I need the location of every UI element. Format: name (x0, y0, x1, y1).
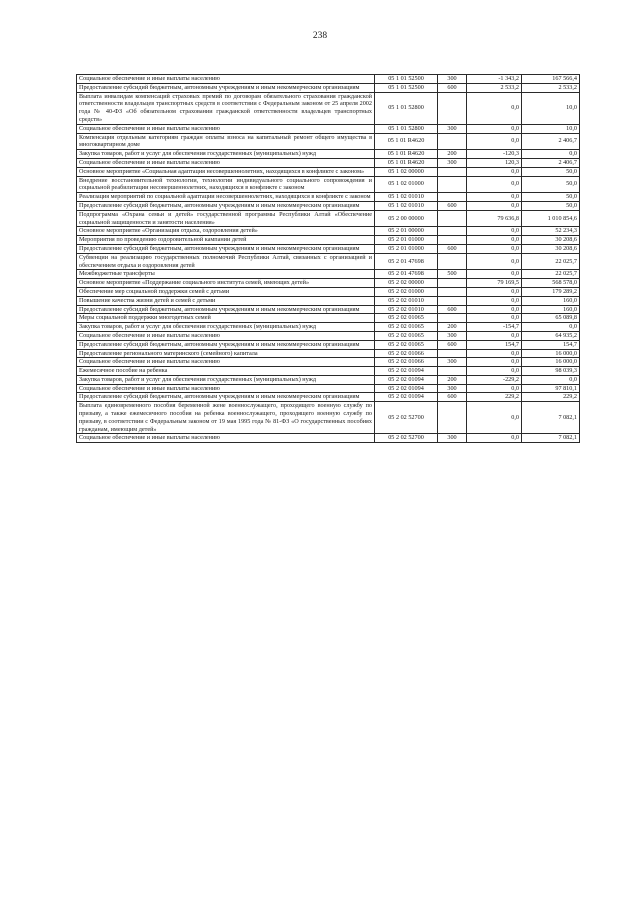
table-row (77, 244, 580, 253)
row-total-amount: 179 289,2 (522, 287, 580, 296)
row-name: Предоставление субсидий бюджетным, автономным учреждениям и иным некоммерческим организациям (77, 201, 375, 210)
row-total-amount: 22 025,7 (522, 270, 580, 279)
row-code: 05 1 01 R4620 (375, 158, 438, 167)
row-change-amount: 0,0 (467, 92, 522, 124)
row-change-amount: 0,0 (467, 227, 522, 236)
table-row (77, 305, 580, 314)
row-change-amount: 0,0 (467, 253, 522, 270)
row-code: 05 2 02 00000 (375, 279, 438, 288)
row-total-amount: 2 406,7 (522, 158, 580, 167)
row-total-amount: 64 935,2 (522, 331, 580, 340)
row-total-amount: 2 533,2 (522, 83, 580, 92)
table-row (77, 124, 580, 133)
table-row (77, 201, 580, 210)
row-code: 05 2 02 01094 (375, 393, 438, 402)
row-change-amount: 0,0 (467, 287, 522, 296)
row-expense-type (438, 92, 467, 124)
row-total-amount: 50,0 (522, 176, 580, 193)
row-expense-type (438, 287, 467, 296)
row-expense-type: 200 (438, 323, 467, 332)
row-change-amount: 0,0 (467, 193, 522, 202)
row-change-amount: 0,0 (467, 349, 522, 358)
row-total-amount: 7 082,1 (522, 434, 580, 443)
table-row (77, 150, 580, 159)
row-change-amount: 0,0 (467, 176, 522, 193)
table-row (77, 270, 580, 279)
row-expense-type: 600 (438, 83, 467, 92)
row-name: Компенсация отдельным категориям граждан оплаты взноса на капитальный ремонт общего имущества в многоквартирном доме (77, 133, 375, 150)
row-name: Основное мероприятие «Поддержание социального института семей, имеющих детей» (77, 279, 375, 288)
row-code: 05 2 00 00000 (375, 210, 438, 227)
row-change-amount: 229,2 (467, 393, 522, 402)
row-expense-type: 600 (438, 340, 467, 349)
table-row (77, 158, 580, 167)
row-name: Предоставление субсидий бюджетным, автономным учреждениям и иным некоммерческим организациям (77, 340, 375, 349)
table-row (77, 296, 580, 305)
row-name: Подпрограмма «Охрана семьи и детей» государственной программы Республики Алтай «Обеспечение социальной защищенности и занятости населения» (77, 210, 375, 227)
row-name: Повышение качества жизни детей и семей с детьми (77, 296, 375, 305)
row-expense-type: 600 (438, 393, 467, 402)
row-name: Внедрение восстановительной технологии, технологии индивидуального социального сопровождения и социальной реабилитации несовершеннолетних, находящихся в конфликте с законом (77, 176, 375, 193)
row-name: Предоставление субсидий бюджетным, автономным учреждениям и иным некоммерческим организациям (77, 305, 375, 314)
row-change-amount: 0,0 (467, 384, 522, 393)
row-expense-type: 300 (438, 124, 467, 133)
row-change-amount: 0,0 (467, 367, 522, 376)
row-code: 05 2 02 01094 (375, 375, 438, 384)
row-expense-type: 300 (438, 75, 467, 84)
row-code: 05 2 01 47698 (375, 270, 438, 279)
row-change-amount: 0,0 (467, 167, 522, 176)
row-change-amount: 0,0 (467, 133, 522, 150)
row-name: Социальное обеспечение и иные выплаты населению (77, 158, 375, 167)
row-expense-type: 300 (438, 331, 467, 340)
row-name: Предоставление субсидий бюджетным, автономным учреждениям и иным некоммерческим организациям (77, 244, 375, 253)
row-change-amount: 0,0 (467, 305, 522, 314)
table-row (77, 236, 580, 245)
row-code: 05 2 02 01065 (375, 340, 438, 349)
table-row (77, 323, 580, 332)
row-code: 05 1 01 R4620 (375, 150, 438, 159)
row-code: 05 2 02 01066 (375, 358, 438, 367)
row-name: Выплата инвалидам компенсаций страховых премий по договорам обязательного страхования гражданской ответственности владельцев транспортных средств в соответствии с Федеральным законом от 25 апреля 2002 года № 40-ФЗ «Об обязательном страховании гражданской ответственности владельцев транспортных средств» (77, 92, 375, 124)
row-change-amount: 0,0 (467, 358, 522, 367)
row-code: 05 2 01 01000 (375, 236, 438, 245)
row-name: Социальное обеспечение и иные выплаты населению (77, 384, 375, 393)
row-total-amount: 52 234,3 (522, 227, 580, 236)
row-change-amount: 0,0 (467, 296, 522, 305)
row-name: Закупка товаров, работ и услуг для обеспечения государственных (муниципальных) нужд (77, 150, 375, 159)
row-total-amount: 229,2 (522, 393, 580, 402)
row-total-amount: 65 089,8 (522, 314, 580, 323)
row-total-amount: 16 000,0 (522, 358, 580, 367)
row-total-amount: 1 010 854,6 (522, 210, 580, 227)
row-change-amount: 0,0 (467, 331, 522, 340)
row-total-amount: 0,0 (522, 150, 580, 159)
row-name: Реализация мероприятий по социальной адаптации несовершеннолетних, находящихся в конфликте с законом (77, 193, 375, 202)
table-row (77, 176, 580, 193)
row-code: 05 2 02 01010 (375, 305, 438, 314)
table-row (77, 393, 580, 402)
row-code: 05 2 02 01094 (375, 367, 438, 376)
row-change-amount: 0,0 (467, 270, 522, 279)
row-code: 05 1 02 01010 (375, 193, 438, 202)
row-code: 05 2 02 01010 (375, 296, 438, 305)
row-code: 05 1 02 00000 (375, 167, 438, 176)
table-row (77, 75, 580, 84)
row-expense-type (438, 236, 467, 245)
row-change-amount: 0,0 (467, 124, 522, 133)
row-total-amount: 0,0 (522, 323, 580, 332)
row-expense-type (438, 210, 467, 227)
row-change-amount: 0,0 (467, 236, 522, 245)
row-name: Субвенции на реализацию государственных полномочий Республики Алтай, связанных с организацией и обеспечением отдыха и оздоровления детей (77, 253, 375, 270)
row-name: Предоставление регионального материнского (семейного) капитала (77, 349, 375, 358)
row-code: 05 1 01 52500 (375, 75, 438, 84)
table-row (77, 193, 580, 202)
row-change-amount: 154,7 (467, 340, 522, 349)
row-code: 05 2 01 01000 (375, 244, 438, 253)
row-expense-type: 200 (438, 375, 467, 384)
row-total-amount: 50,0 (522, 193, 580, 202)
row-name: Обеспечение мер социальной поддержки семей с детьми (77, 287, 375, 296)
row-name: Основное мероприятие «Социальная адаптация несовершеннолетних, находящихся в конфликте с законом» (77, 167, 375, 176)
row-code: 05 2 02 52700 (375, 402, 438, 434)
row-code: 05 1 02 01000 (375, 176, 438, 193)
row-expense-type: 600 (438, 244, 467, 253)
row-total-amount: 2 406,7 (522, 133, 580, 150)
row-expense-type (438, 193, 467, 202)
row-code: 05 2 02 01065 (375, 331, 438, 340)
row-code: 05 2 02 01065 (375, 314, 438, 323)
row-expense-type (438, 133, 467, 150)
row-change-amount: 0,0 (467, 244, 522, 253)
row-name: Закупка товаров, работ и услуг для обеспечения государственных (муниципальных) нужд (77, 375, 375, 384)
table-row (77, 402, 580, 434)
row-total-amount: 16 000,0 (522, 349, 580, 358)
row-name: Ежемесячное пособие на ребенка (77, 367, 375, 376)
row-code: 05 1 01 52800 (375, 92, 438, 124)
table-row (77, 384, 580, 393)
row-total-amount: 154,7 (522, 340, 580, 349)
row-name: Межбюджетные трансферты (77, 270, 375, 279)
row-total-amount: 568 578,0 (522, 279, 580, 288)
row-expense-type (438, 367, 467, 376)
row-expense-type: 300 (438, 384, 467, 393)
row-name: Социальное обеспечение и иные выплаты населению (77, 331, 375, 340)
row-total-amount: 30 208,6 (522, 244, 580, 253)
row-expense-type (438, 349, 467, 358)
row-total-amount: 10,0 (522, 92, 580, 124)
row-code: 05 2 02 01066 (375, 349, 438, 358)
row-total-amount: 0,0 (522, 375, 580, 384)
table-row (77, 287, 580, 296)
row-code: 05 2 02 01065 (375, 323, 438, 332)
row-change-amount: 2 533,2 (467, 83, 522, 92)
row-change-amount: -229,2 (467, 375, 522, 384)
row-name: Мероприятия по проведению оздоровительной кампании детей (77, 236, 375, 245)
row-expense-type: 300 (438, 434, 467, 443)
table-row (77, 167, 580, 176)
table-row (77, 434, 580, 443)
table-row (77, 340, 580, 349)
table-row (77, 92, 580, 124)
row-name: Социальное обеспечение и иные выплаты населению (77, 358, 375, 367)
row-change-amount: -154,7 (467, 323, 522, 332)
row-expense-type: 500 (438, 270, 467, 279)
table-row (77, 375, 580, 384)
row-expense-type: 300 (438, 158, 467, 167)
row-name: Закупка товаров, работ и услуг для обеспечения государственных (муниципальных) нужд (77, 323, 375, 332)
row-change-amount: 0,0 (467, 201, 522, 210)
row-expense-type: 600 (438, 305, 467, 314)
row-change-amount: 0,0 (467, 402, 522, 434)
table-row (77, 367, 580, 376)
table-row (77, 314, 580, 323)
row-code: 05 2 01 47698 (375, 253, 438, 270)
row-code: 05 2 02 52700 (375, 434, 438, 443)
budget-table (76, 74, 580, 443)
row-total-amount: 10,0 (522, 124, 580, 133)
row-expense-type (438, 227, 467, 236)
row-code: 05 1 02 01010 (375, 201, 438, 210)
table-row (77, 210, 580, 227)
row-expense-type: 300 (438, 358, 467, 367)
row-name: Меры социальной поддержки многодетных семей (77, 314, 375, 323)
table-row (77, 358, 580, 367)
row-total-amount: 30 208,6 (522, 236, 580, 245)
row-expense-type: 200 (438, 150, 467, 159)
row-expense-type (438, 279, 467, 288)
row-total-amount: 97 810,1 (522, 384, 580, 393)
row-name: Социальное обеспечение и иные выплаты населению (77, 434, 375, 443)
row-total-amount: 98 039,3 (522, 367, 580, 376)
row-expense-type: 600 (438, 201, 467, 210)
row-total-amount: 160,0 (522, 296, 580, 305)
table-row (77, 253, 580, 270)
row-name: Предоставление субсидий бюджетным, автономным учреждениям и иным некоммерческим организациям (77, 83, 375, 92)
row-total-amount: 160,0 (522, 305, 580, 314)
row-change-amount: 120,3 (467, 158, 522, 167)
row-change-amount: 79 169,5 (467, 279, 522, 288)
page-number: 238 (312, 31, 328, 41)
row-expense-type (438, 314, 467, 323)
row-total-amount: 167 566,4 (522, 75, 580, 84)
row-expense-type (438, 402, 467, 434)
row-expense-type (438, 167, 467, 176)
row-expense-type (438, 296, 467, 305)
table-row (77, 83, 580, 92)
table-row (77, 349, 580, 358)
table-row (77, 227, 580, 236)
row-name: Предоставление субсидий бюджетным, автономным учреждениям и иным некоммерческим организациям (77, 393, 375, 402)
row-change-amount: -1 343,2 (467, 75, 522, 84)
row-total-amount: 22 025,7 (522, 253, 580, 270)
row-change-amount: 0,0 (467, 314, 522, 323)
row-change-amount: 79 636,8 (467, 210, 522, 227)
table-row (77, 133, 580, 150)
row-code: 05 2 02 01000 (375, 287, 438, 296)
row-total-amount: 7 082,1 (522, 402, 580, 434)
budget-table-body (77, 75, 580, 443)
row-name: Основное мероприятие «Организация отдыха, оздоровления детей» (77, 227, 375, 236)
row-total-amount: 50,0 (522, 167, 580, 176)
table-row (77, 331, 580, 340)
row-code: 05 2 01 00000 (375, 227, 438, 236)
row-code: 05 1 01 R4620 (375, 133, 438, 150)
row-expense-type (438, 253, 467, 270)
row-change-amount: 0,0 (467, 434, 522, 443)
row-name: Социальное обеспечение и иные выплаты населению (77, 75, 375, 84)
row-code: 05 1 01 52500 (375, 83, 438, 92)
row-expense-type (438, 176, 467, 193)
row-code: 05 1 01 52800 (375, 124, 438, 133)
row-change-amount: -120,3 (467, 150, 522, 159)
row-total-amount: 50,0 (522, 201, 580, 210)
row-name: Выплата единовременного пособия беременной жене военнослужащего, проходящего военную службу по призыву, а также ежемесячного пособия на ребенка военнослужащего, проходящего военную службу по призыву, в соответствии с Федеральным законом от 19 мая 1995 года № 81-ФЗ «О государственных пособиях гражданам, имеющим детей» (77, 402, 375, 434)
row-code: 05 2 02 01094 (375, 384, 438, 393)
table-row (77, 279, 580, 288)
row-name: Социальное обеспечение и иные выплаты населению (77, 124, 375, 133)
